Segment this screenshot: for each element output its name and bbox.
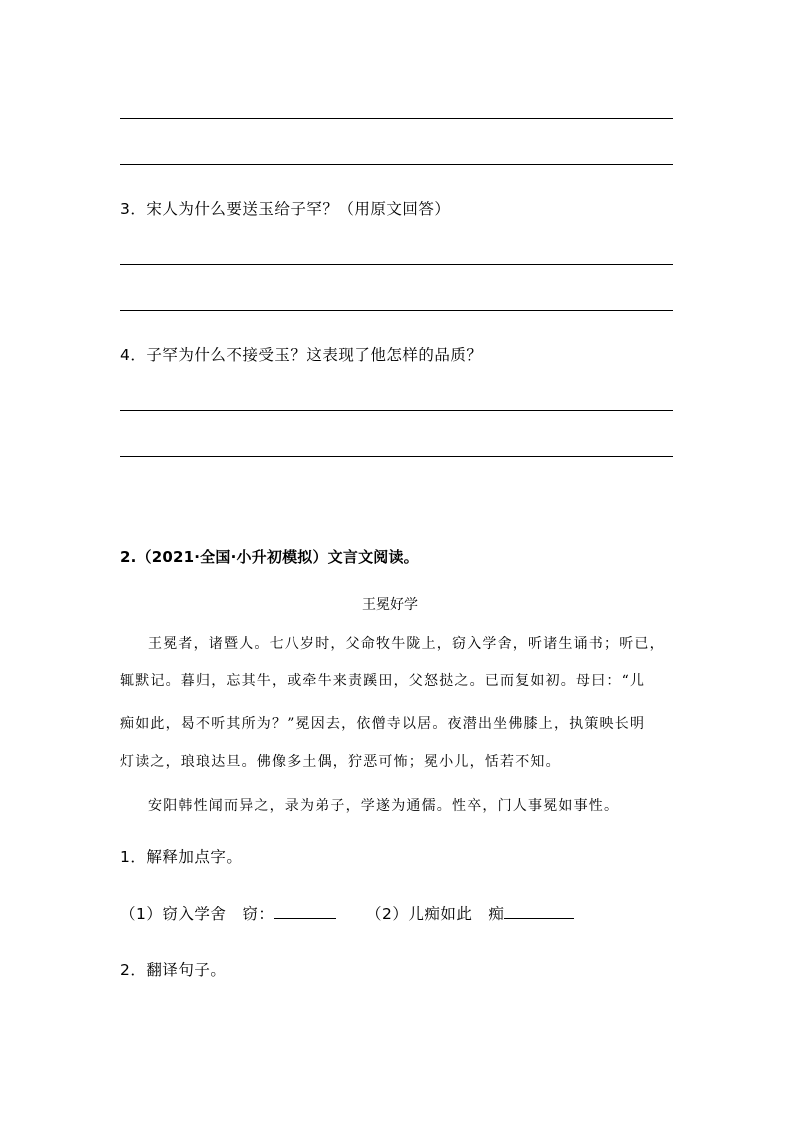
- passage-line: 辄默记。暮归，忘其牛，或牵牛来责蹊田，父怒挞之。已而复如初。母曰：“儿: [120, 673, 646, 689]
- answer-line: [120, 118, 673, 119]
- question-4: 4．子罕为什么不接受玉？这表现了他怎样的品质？: [120, 346, 483, 364]
- question-1-item-2: [366, 902, 574, 924]
- passage-title: 王冕好学: [362, 597, 418, 613]
- answer-line: [120, 310, 673, 311]
- item-2-label: （2）儿痴如此 痴: [366, 905, 505, 923]
- passage-line: 安阳韩性闻而异之，录为弟子，学遂为通儒。性卒，门人事冕如事性。: [148, 798, 620, 814]
- item-1-label: （1）窃入学舍 窃：: [120, 905, 275, 923]
- question-2: 2．翻译句子。: [120, 961, 227, 979]
- answer-blank[interactable]: [504, 904, 574, 919]
- question-1-item-1: [120, 902, 336, 924]
- question-1: 1．解释加点字。: [120, 848, 243, 866]
- answer-line: [120, 456, 673, 457]
- question-3: 3．宋人为什么要送玉给子罕？（用原文回答）: [120, 200, 451, 218]
- answer-line: [120, 264, 673, 265]
- answer-line: [120, 410, 673, 411]
- answer-line: [120, 164, 673, 165]
- answer-blank[interactable]: [274, 904, 336, 919]
- section-heading: 2.（2021·全国·小升初模拟）文言文阅读。: [120, 548, 419, 566]
- passage-line: 王冕者，诸暨人。七八岁时，父命牧牛陇上，窃入学舍，听诸生诵书；听已，: [148, 636, 665, 652]
- passage-line: 痴如此，曷不听其所为？”冕因去，依僧寺以居。夜潜出坐佛膝上，执策映长明: [120, 716, 646, 732]
- passage-line: 灯读之，琅琅达旦。佛像多土偶，狞恶可怖；冕小儿，恬若不知。: [120, 754, 561, 770]
